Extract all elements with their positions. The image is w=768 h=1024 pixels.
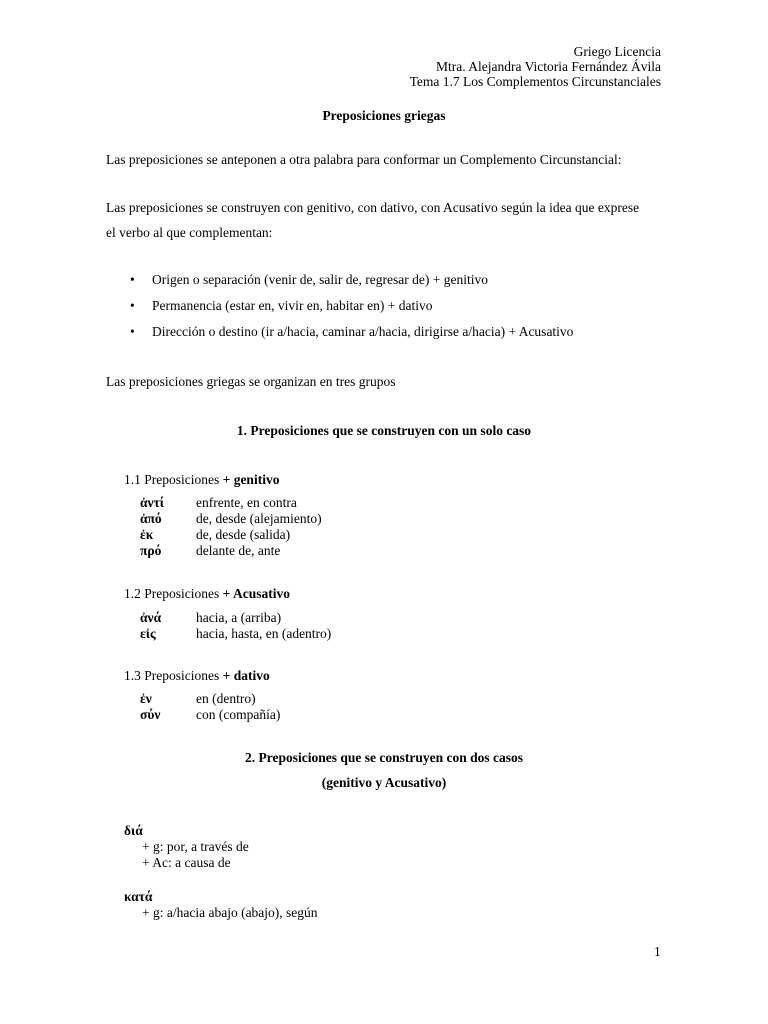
dual-case-preposition bbox=[124, 823, 249, 871]
header-course: Griego Licencia bbox=[573, 44, 661, 59]
meaning: con (compañía) bbox=[196, 707, 281, 722]
document-title: Preposiciones griegas bbox=[322, 108, 446, 123]
case-usage: + Ac: a causa de bbox=[142, 855, 231, 870]
list-item bbox=[140, 543, 322, 559]
list-item bbox=[130, 324, 573, 350]
list-item bbox=[140, 626, 331, 642]
subsection-case: + dativo bbox=[222, 668, 270, 683]
list-item-text: Origen o separación (venir de, salir de, regresar de) + genitivo bbox=[152, 272, 488, 287]
meaning: de, desde (salida) bbox=[196, 527, 291, 542]
bullet-icon: • bbox=[130, 272, 135, 287]
meaning: en (dentro) bbox=[196, 691, 256, 706]
subsection-case: + genitivo bbox=[222, 472, 280, 487]
subsection-prefix: 1.2 Preposiciones bbox=[124, 586, 223, 601]
greek-word: ἀπό bbox=[140, 511, 162, 526]
meaning: enfrente, en contra bbox=[196, 495, 297, 510]
greek-word: σύν bbox=[140, 707, 161, 722]
groups-intro: Las preposiciones griegas se organizan en tres grupos bbox=[106, 374, 396, 389]
subsection-1-2-heading bbox=[124, 586, 290, 603]
section-2-heading: 2. Preposiciones que se construyen con dos casos bbox=[244, 750, 523, 765]
list-item bbox=[140, 527, 322, 543]
bullet-icon: • bbox=[130, 324, 135, 339]
case-usage: + g: por, a través de bbox=[142, 839, 249, 854]
list-item bbox=[140, 495, 322, 511]
case-usage: + g: a/hacia abajo (abajo), según bbox=[142, 905, 318, 920]
subsection-prefix: 1.1 Preposiciones bbox=[124, 472, 223, 487]
greek-word: ἐν bbox=[140, 691, 152, 706]
page-header bbox=[410, 44, 661, 89]
meaning: delante de, ante bbox=[196, 543, 281, 558]
list-item-text: Permanencia (estar en, vivir en, habitar en) + dativo bbox=[152, 298, 433, 313]
intro-paragraph-1: Las preposiciones se anteponen a otra palabra para conformar un Complemento Circunstancial: bbox=[106, 152, 622, 167]
header-author: Mtra. Alejandra Victoria Fernández Ávila bbox=[436, 59, 661, 74]
list-item bbox=[130, 298, 573, 324]
section-1-heading: 1. Preposiciones que se construyen con un solo caso bbox=[236, 423, 532, 438]
subsection-1-3-heading bbox=[124, 668, 270, 685]
meaning: hacia, a (arriba) bbox=[196, 610, 282, 625]
list-item bbox=[140, 511, 322, 527]
page-number: 1 bbox=[654, 944, 661, 959]
greek-word: διά bbox=[124, 823, 143, 838]
meaning: de, desde (alejamiento) bbox=[196, 511, 322, 526]
subsection-prefix: 1.3 Preposiciones bbox=[124, 668, 223, 683]
dual-case-preposition bbox=[124, 889, 318, 921]
meaning: hacia, hasta, en (adentro) bbox=[196, 626, 332, 641]
subsection-1-1-heading bbox=[124, 472, 279, 489]
greek-word: πρό bbox=[140, 543, 162, 558]
intro-paragraph-2-line-1: Las preposiciones se construyen con genitivo, con dativo, con Acusativo según la idea que exprese bbox=[106, 200, 640, 215]
bullet-icon: • bbox=[130, 298, 135, 313]
greek-word: ἐκ bbox=[140, 527, 154, 542]
section-2-subheading: (genitivo y Acusativo) bbox=[321, 775, 447, 790]
greek-word: ἀντί bbox=[140, 495, 164, 510]
dative-prepositions bbox=[140, 691, 280, 723]
subsection-case: + Acusativo bbox=[222, 586, 290, 601]
greek-word: εἰς bbox=[140, 626, 156, 641]
list-item-text: Dirección o destino (ir a/hacia, caminar a/hacia, dirigirse a/hacia) + Acusativo bbox=[152, 324, 574, 339]
header-topic: Tema 1.7 Los Complementos Circunstanciales bbox=[409, 74, 661, 89]
genitive-prepositions bbox=[140, 495, 322, 559]
intro-paragraph-2-line-2: el verbo al que complementan: bbox=[106, 225, 273, 240]
greek-word: κατά bbox=[124, 889, 153, 904]
list-item bbox=[140, 691, 280, 707]
accusative-prepositions bbox=[140, 610, 331, 642]
list-item bbox=[130, 272, 573, 298]
list-item bbox=[140, 707, 280, 723]
case-usage-list bbox=[130, 272, 573, 350]
list-item bbox=[140, 610, 331, 626]
greek-word: ἀνά bbox=[140, 610, 162, 625]
